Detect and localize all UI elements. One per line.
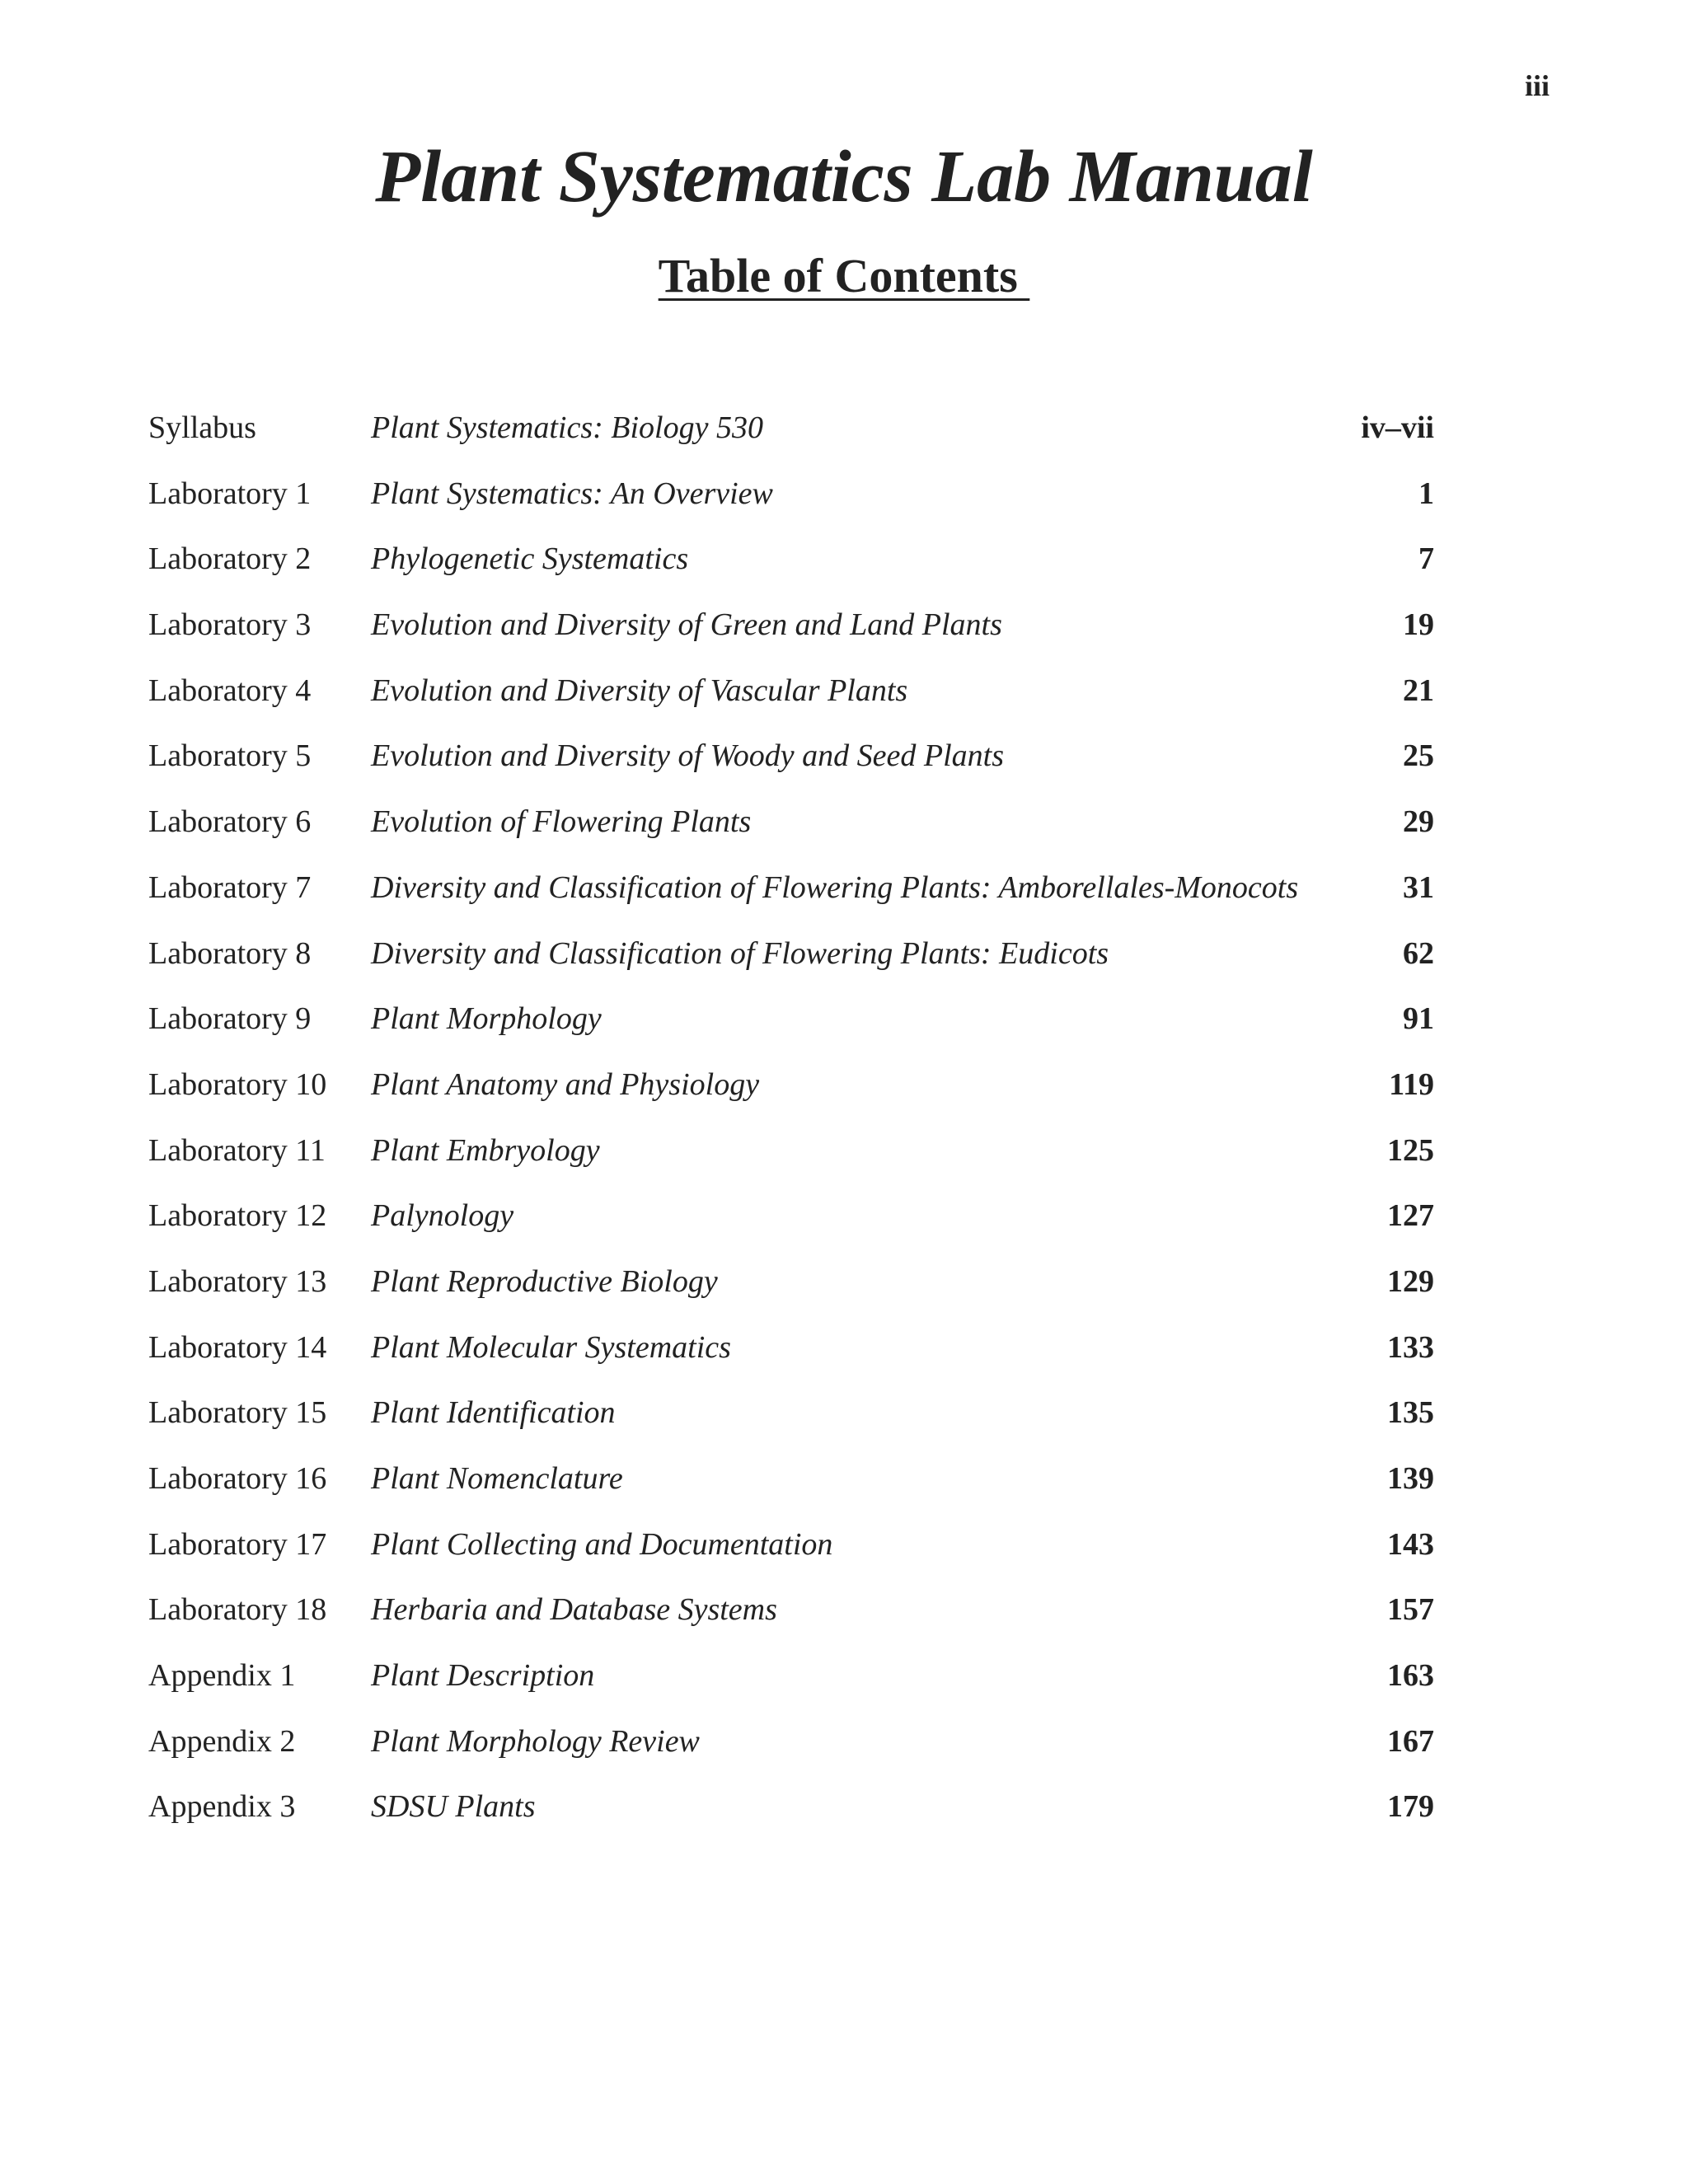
- toc-entry-label: Laboratory 1: [148, 476, 312, 511]
- document-title: Plant Systematics Lab Manual: [375, 136, 1313, 218]
- toc-entry[interactable]: [148, 538, 1434, 604]
- toc-entry-page: 125: [1387, 1132, 1434, 1168]
- toc-entry-title: Evolution and Diversity of Green and Land Plants: [371, 607, 1002, 643]
- toc-heading: [0, 247, 1688, 305]
- toc-entry-page: 62: [1403, 935, 1434, 971]
- toc-entry[interactable]: [148, 998, 1434, 1064]
- toc-entry-label: Laboratory 9: [148, 1001, 312, 1037]
- toc-entry[interactable]: [148, 604, 1434, 670]
- toc-entry-title: SDSU Plants: [371, 1789, 536, 1825]
- toc-entry-title: Evolution and Diversity of Woody and Seed Plants: [371, 738, 1004, 774]
- toc-entry-page: 167: [1387, 1723, 1434, 1759]
- toc-entry-title: Diversity and Classification of Flowering Plants: Eudicots: [371, 935, 1109, 971]
- toc-entry[interactable]: [148, 1655, 1434, 1721]
- toc-entry-title: Plant Identification: [371, 1395, 616, 1431]
- toc-entry-title: Plant Collecting and Documentation: [371, 1526, 833, 1562]
- toc-entry[interactable]: [148, 1786, 1434, 1852]
- toc-entry[interactable]: [148, 1524, 1434, 1590]
- toc-entry[interactable]: [148, 670, 1434, 736]
- toc-entry-page: iv–vii: [1361, 410, 1434, 445]
- toc-entry-label: Laboratory 4: [148, 673, 312, 708]
- toc-entry-title: Plant Anatomy and Physiology: [371, 1066, 760, 1102]
- toc-entry-page: 119: [1389, 1066, 1434, 1102]
- toc-entry[interactable]: [148, 867, 1434, 933]
- toc-entry-page: 91: [1403, 1001, 1434, 1037]
- toc-entry-page: 143: [1387, 1526, 1434, 1562]
- toc-entry-label: Appendix 1: [148, 1658, 296, 1694]
- toc-entry[interactable]: [148, 1261, 1434, 1327]
- toc-entry-title: Plant Reproductive Biology: [371, 1263, 718, 1299]
- toc-entry-title: Evolution of Flowering Plants: [371, 804, 752, 840]
- toc-entry-page: 163: [1387, 1658, 1434, 1694]
- toc-entry-title: Phylogenetic Systematics: [371, 541, 689, 577]
- toc-entry-title: Plant Nomenclature: [371, 1461, 623, 1496]
- toc-entry[interactable]: [148, 407, 1434, 473]
- toc-entry-title: Plant Embryology: [371, 1132, 600, 1168]
- toc-entry-title: Plant Systematics: Biology 530: [371, 410, 763, 445]
- toc-entry-label: Laboratory 3: [148, 607, 312, 643]
- toc-entry-title: Evolution and Diversity of Vascular Plants: [371, 673, 908, 708]
- toc-entry-label: Laboratory 11: [148, 1132, 326, 1168]
- toc-entry-page: 157: [1387, 1592, 1434, 1628]
- toc-entry-title: Plant Morphology Review: [371, 1723, 700, 1759]
- toc-entry-label: Laboratory 7: [148, 869, 312, 905]
- toc-entry-label: Appendix 2: [148, 1723, 296, 1759]
- toc-entry-page: 7: [1418, 541, 1434, 577]
- toc-entry-label: Laboratory 13: [148, 1263, 327, 1299]
- toc-entry-page: 25: [1403, 738, 1434, 774]
- toc-entry[interactable]: [148, 735, 1434, 801]
- toc-entry[interactable]: [148, 1195, 1434, 1261]
- toc-entry-page: 21: [1403, 673, 1434, 708]
- toc-entry[interactable]: [148, 1327, 1434, 1393]
- toc-entry[interactable]: [148, 1392, 1434, 1458]
- toc-entry-label: Laboratory 8: [148, 935, 312, 971]
- toc-entry[interactable]: [148, 1064, 1434, 1130]
- toc-entry-label: Laboratory 10: [148, 1066, 327, 1102]
- toc-entry-page: 1: [1418, 476, 1434, 511]
- toc-entry-page: 139: [1387, 1461, 1434, 1496]
- toc-entry-page: 133: [1387, 1329, 1434, 1365]
- table-of-contents: [148, 407, 1434, 1852]
- toc-entry-label: Laboratory 2: [148, 541, 312, 577]
- toc-entry-label: Appendix 3: [148, 1789, 296, 1825]
- toc-entry-page: 127: [1387, 1198, 1434, 1234]
- toc-entry[interactable]: [148, 801, 1434, 867]
- toc-entry[interactable]: [148, 1721, 1434, 1787]
- toc-entry-label: Syllabus: [148, 410, 256, 445]
- toc-entry-title: Plant Description: [371, 1658, 595, 1694]
- toc-entry-title: Plant Morphology: [371, 1001, 602, 1037]
- toc-heading-text: Table of Contents: [658, 249, 1030, 302]
- toc-entry-title: Palynology: [371, 1198, 514, 1234]
- toc-entry-title: Plant Systematics: An Overview: [371, 476, 773, 511]
- toc-entry[interactable]: [148, 1130, 1434, 1196]
- toc-entry-label: Laboratory 14: [148, 1329, 327, 1365]
- toc-entry-page: 19: [1403, 607, 1434, 643]
- toc-entry-title: Diversity and Classification of Flowering Plants: Amborellales-Monocots: [371, 869, 1299, 905]
- toc-entry-label: Laboratory 12: [148, 1198, 327, 1234]
- page-number: iii: [1524, 69, 1550, 102]
- toc-entry-page: 179: [1387, 1789, 1434, 1825]
- toc-entry-title: Herbaria and Database Systems: [371, 1592, 777, 1628]
- toc-entry-label: Laboratory 6: [148, 804, 312, 840]
- toc-entry-page: 31: [1403, 869, 1434, 905]
- toc-entry-page: 129: [1387, 1263, 1434, 1299]
- toc-entry-page: 135: [1387, 1395, 1434, 1431]
- toc-entry[interactable]: [148, 473, 1434, 539]
- toc-entry-label: Laboratory 18: [148, 1592, 327, 1628]
- toc-entry[interactable]: [148, 1589, 1434, 1655]
- toc-entry-title: Plant Molecular Systematics: [371, 1329, 731, 1365]
- toc-entry-page: 29: [1403, 804, 1434, 840]
- toc-entry-label: Laboratory 17: [148, 1526, 327, 1562]
- toc-entry[interactable]: [148, 933, 1434, 999]
- toc-entry[interactable]: [148, 1458, 1434, 1524]
- toc-entry-label: Laboratory 16: [148, 1461, 327, 1496]
- toc-entry-label: Laboratory 15: [148, 1395, 327, 1431]
- toc-entry-label: Laboratory 5: [148, 738, 312, 774]
